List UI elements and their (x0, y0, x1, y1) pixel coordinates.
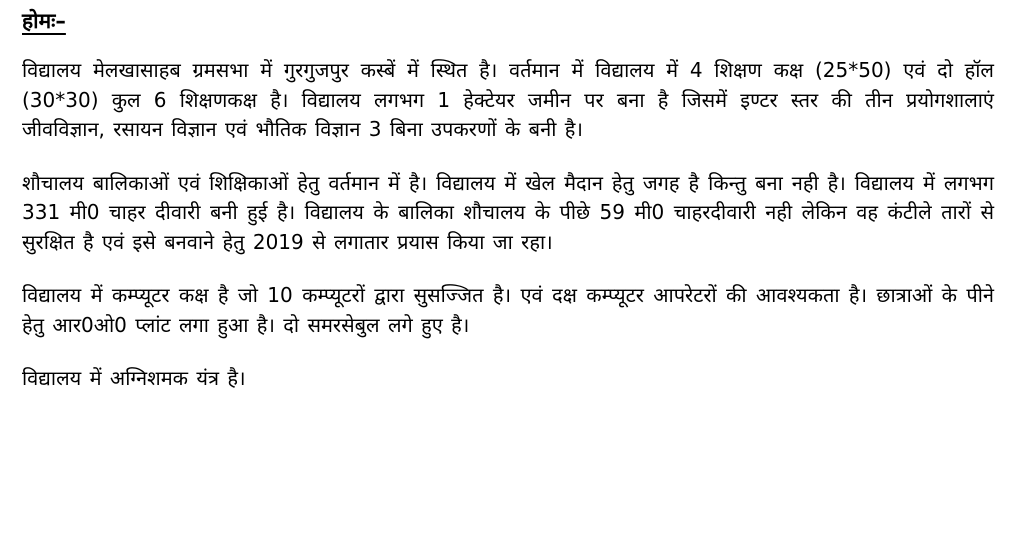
paragraph-fire-extinguisher: विद्यालय में अग्निशमक यंत्र है। (22, 366, 246, 390)
section-heading: होमः– (22, 9, 66, 33)
paragraph-computer-room: विद्यालय में कम्प्यूटर कक्ष है जो 10 कम्प्यूटरों द्वारा सुसज्जित है। एवं दक्ष कम्प्यूटर आपरेटरों की आवश्यकता है। छात्राओं के पीने हेतु आर0ओ0 प्लांट लगा हुआ है। दो समरसेबुल लगे हुए है। (22, 283, 994, 337)
paragraph-toilets-boundary-wall: शौचालय बालिकाओं एवं शिक्षिकाओं हेतु वर्तमान में है। विद्यालय में खेल मैदान हेतु जगह है किन्तु बना नही है। विद्यालय में लगभग 331 मी0 चाहर दीवारी बनी हुई है। विद्यालय के बालिका शौचालय के पीछे 59 मी0 चाहरदीवारी नही लेकिन वह कंटीले तारों से सुरक्षित है एवं इसे बनवाने हेतु 2019 से लगातार प्रयास किया जा रहा। (22, 170, 994, 254)
paragraph-school-location: विद्यालय मेलखासाहब ग्रमसभा में गुरगुजपुर कस्बें में स्थित है। वर्तमान में विद्यालय में 4 शिक्षण कक्ष (25*50) एवं दो हॉल (30*30) कुल 6 शिक्षणकक्ष है। विद्यालय लगभग 1 हेक्टेयर जमीन पर बना है जिसमें इण्टर स्तर की तीन प्रयोगशालाएं जीवविज्ञान, रसायन विज्ञान एवं भौतिक विज्ञान 3 बिना उपकरणों के बनी है। (22, 58, 994, 141)
